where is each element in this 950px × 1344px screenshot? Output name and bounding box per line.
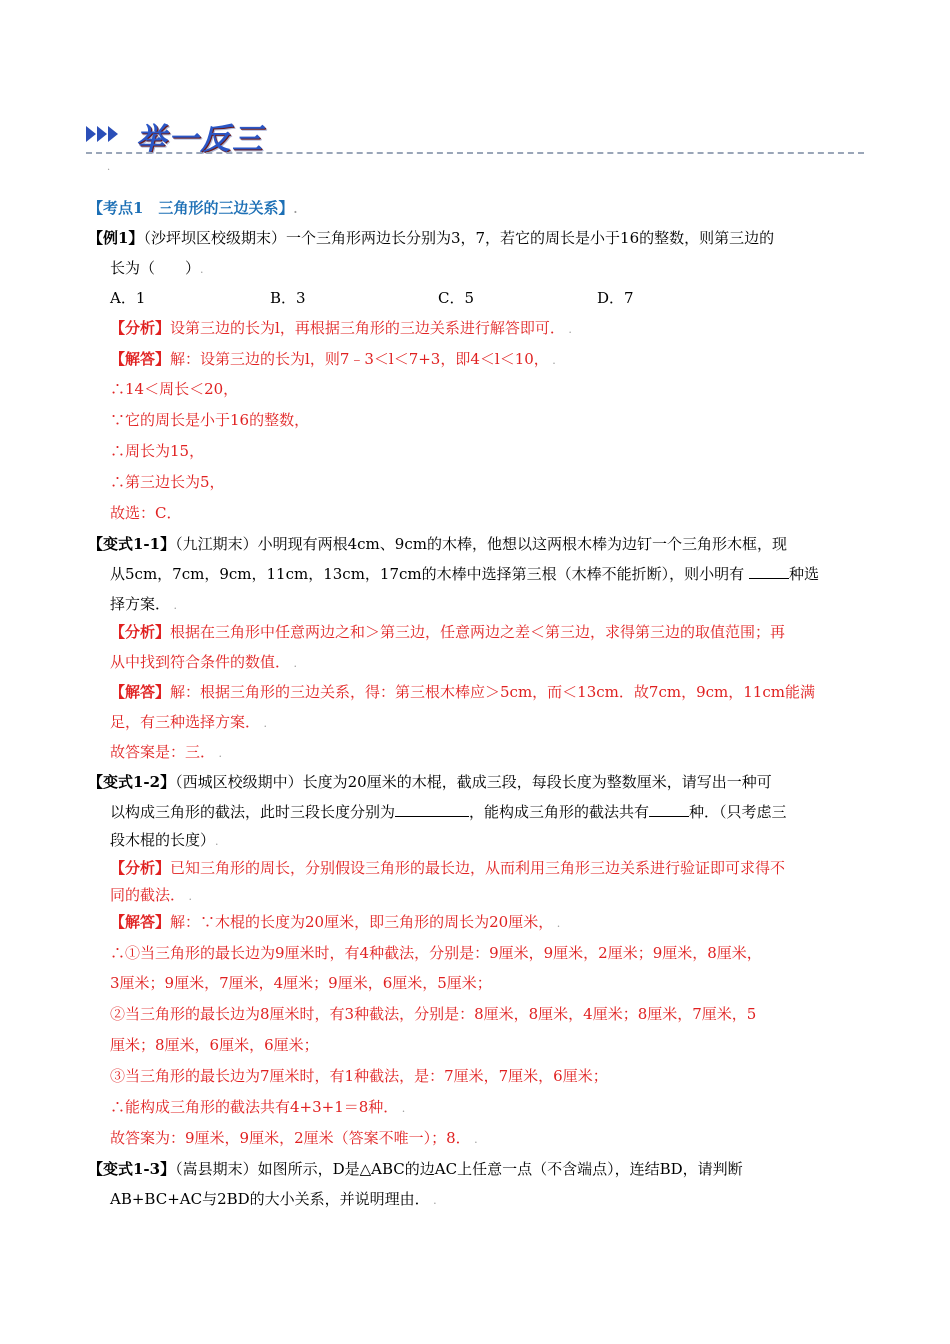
analysis-text: 设第三边的长为l，再根据三角形的三边关系进行解答即可． bbox=[170, 319, 565, 337]
analysis-text-cont: 同的截法． bbox=[110, 886, 186, 904]
analysis-text: 根据在三角形中任意两边之和＞第三边，任意两边之差＜第三边，求得第三边的取值范围；再 bbox=[170, 623, 786, 641]
variant-1-2-total: ∴能构成三角形的截法共有4+3+1＝8种． . bbox=[110, 1098, 406, 1116]
example-1-step-4: ∴第三边长为5， bbox=[110, 473, 225, 491]
example-1-conclusion: 故选：C． bbox=[110, 504, 182, 522]
variant-1-2-text-c: 种．（只考虑三 bbox=[689, 803, 787, 821]
analysis-label: 【分析】 bbox=[110, 319, 171, 337]
variant-1-2-conclusion: 故答案为：9厘米，9厘米，2厘米（答案不唯一）；8． . bbox=[110, 1129, 478, 1147]
analysis-label: 【分析】 bbox=[110, 859, 171, 877]
variant-1-3-text-cont: AB+BC+AC与2BD的大小关系，并说明理由． bbox=[110, 1190, 430, 1208]
variant-1-1-conclusion: 故答案是：三． . bbox=[110, 743, 223, 761]
variant-1-2-text: （西城区校级期中）长度为20厘米的木棍，截成三段，每段长度为整数厘米，请写出一种可 bbox=[175, 773, 772, 791]
variant-1-1-analysis-cont: 从中找到符合条件的数值． . bbox=[110, 653, 298, 671]
variant-1-1-answer bbox=[110, 682, 815, 702]
analysis-text-cont: 从中找到符合条件的数值． bbox=[110, 653, 291, 671]
variant-1-1-question bbox=[88, 534, 787, 554]
analysis-label: 【分析】 bbox=[110, 623, 171, 641]
example-1-analysis: 【分析】设第三边的长为l，再根据三角形的三边关系进行解答即可． . bbox=[110, 319, 572, 337]
banner-title: 举一反三 bbox=[136, 122, 264, 157]
example-1-label: 【例1】 bbox=[88, 229, 144, 247]
answer-text: 解：∵木棍的长度为20厘米，即三角形的周长为20厘米， bbox=[170, 913, 554, 931]
answer-text-cont: 足，有三种选择方案． bbox=[110, 713, 261, 731]
variant-1-3-label: 【变式1-3】 bbox=[88, 1160, 176, 1178]
answer-blank-count[interactable] bbox=[649, 802, 689, 817]
variant-1-1-question-end: 择方案． . bbox=[110, 595, 178, 613]
variant-1-2-question-end: 段木棍的长度）. bbox=[110, 831, 219, 849]
variant-1-2-analysis bbox=[110, 858, 785, 878]
total-text: ∴能构成三角形的截法共有4+3+1＝8种． bbox=[110, 1098, 399, 1116]
variant-1-1-question-cont bbox=[110, 564, 819, 584]
example-1-step-3: ∴周长为15， bbox=[110, 442, 205, 460]
variant-1-1-text-tail: 种选 bbox=[788, 565, 819, 583]
answer-label: 【解答】 bbox=[110, 350, 171, 368]
example-1-question-cont: 长为（ ）. bbox=[110, 259, 204, 277]
example-1-text-cont: 长为（ ） bbox=[110, 259, 201, 277]
example-1-answer: 【解答】解：设第三边的长为l，则7﹣3＜l＜7+3，即4＜l＜10， . bbox=[110, 350, 556, 368]
conclusion-text: 故答案为：9厘米，9厘米，2厘米（答案不唯一）；8． bbox=[110, 1129, 471, 1147]
variant-1-2-case-3: ③当三角形的最长边为7厘米时，有1种截法，是：7厘米，7厘米，6厘米； bbox=[110, 1067, 608, 1085]
variant-1-2-text-b: ，能构成三角形的截法共有 bbox=[469, 803, 650, 821]
variant-1-2-label: 【变式1-2】 bbox=[88, 773, 176, 791]
variant-1-3-question bbox=[88, 1159, 743, 1179]
option-b: B．3 bbox=[270, 289, 306, 307]
option-c: C．5 bbox=[438, 289, 475, 307]
example-1-step-2: ∵它的周长是小于16的整数， bbox=[110, 411, 310, 429]
answer-text: 解：根据三角形的三边关系，得：第三根木棒应＞5cm，而＜13cm．故7cm，9cm，11cm能满 bbox=[170, 683, 815, 701]
section-title-text: 【考点1 三角形的三边关系】 bbox=[88, 199, 294, 217]
answer-label: 【解答】 bbox=[110, 913, 171, 931]
variant-1-1-analysis bbox=[110, 622, 785, 642]
example-1-text: （沙坪坝区校级期末）一个三角形两边长分别为3，7，若它的周长是小于16的整数，则第三边的 bbox=[143, 229, 775, 247]
variant-1-2-question-cont bbox=[110, 802, 787, 822]
variant-1-2-analysis-cont: 同的截法． . bbox=[110, 886, 193, 904]
option-d: D．7 bbox=[597, 289, 634, 307]
answer-label: 【解答】 bbox=[110, 683, 171, 701]
triple-arrow-icon bbox=[86, 126, 118, 142]
variant-1-1-text: （九江期末）小明现有两根4cm、9cm的木棒，他想以这两根木棒为边钉一个三角形木框，现 bbox=[175, 535, 787, 553]
variant-1-2-question bbox=[88, 772, 772, 792]
variant-1-2-text-a: 以构成三角形的截法，此时三段长度分别为 bbox=[110, 803, 396, 821]
banner-divider bbox=[86, 152, 864, 154]
variant-1-1-text-cont: 从5cm，7cm，9cm，11cm，13cm，17cm的木棒中选择第三根（木棒不能折断），则小明有 bbox=[110, 565, 745, 583]
variant-1-2-case-2-cont: 厘米；8厘米，6厘米，6厘米； bbox=[110, 1036, 319, 1054]
option-a: A．1 bbox=[110, 289, 146, 307]
example-1-question bbox=[88, 228, 774, 248]
variant-1-2-text-end: 段木棍的长度） bbox=[110, 831, 216, 849]
example-1-step-1: ∴14＜周长＜20， bbox=[110, 380, 239, 398]
section-title: 【考点1 三角形的三边关系】. bbox=[88, 199, 298, 217]
answer-text: 解：设第三边的长为l，则7﹣3＜l＜7+3，即4＜l＜10， bbox=[170, 350, 549, 368]
variant-1-3-text: （嵩县期末）如图所示，D是△ABC的边AC上任意一点（不含端点），连结BD，请判断 bbox=[175, 1160, 743, 1178]
answer-blank[interactable] bbox=[749, 564, 789, 579]
answer-blank-lengths[interactable] bbox=[395, 802, 469, 817]
paragraph-mark: . bbox=[107, 162, 111, 173]
variant-1-2-case-1-cont: 3厘米；9厘米，7厘米，4厘米；9厘米，6厘米，5厘米； bbox=[110, 974, 492, 992]
variant-1-2-case-2: ②当三角形的最长边为8厘米时，有3种截法，分别是：8厘米，8厘米，4厘米；8厘米，7厘米，5 bbox=[110, 1005, 757, 1023]
variant-1-2-case-1: ∴①当三角形的最长边为9厘米时，有4种截法，分别是：9厘米，9厘米，2厘米；9厘米，8厘米， bbox=[110, 944, 762, 962]
variant-1-3-question-cont: AB+BC+AC与2BD的大小关系，并说明理由． . bbox=[110, 1190, 437, 1208]
variant-1-1-text-end: 择方案． bbox=[110, 595, 171, 613]
variant-1-2-answer: 【解答】解：∵木棍的长度为20厘米，即三角形的周长为20厘米， . bbox=[110, 913, 561, 931]
analysis-text: 已知三角形的周长，分别假设三角形的最长边，从而利用三角形三边关系进行验证即可求得不 bbox=[170, 859, 786, 877]
section-banner bbox=[86, 112, 866, 156]
variant-1-1-answer-cont: 足，有三种选择方案． . bbox=[110, 713, 268, 731]
conclusion-text: 故答案是：三． bbox=[110, 743, 216, 761]
variant-1-1-label: 【变式1-1】 bbox=[88, 535, 176, 553]
